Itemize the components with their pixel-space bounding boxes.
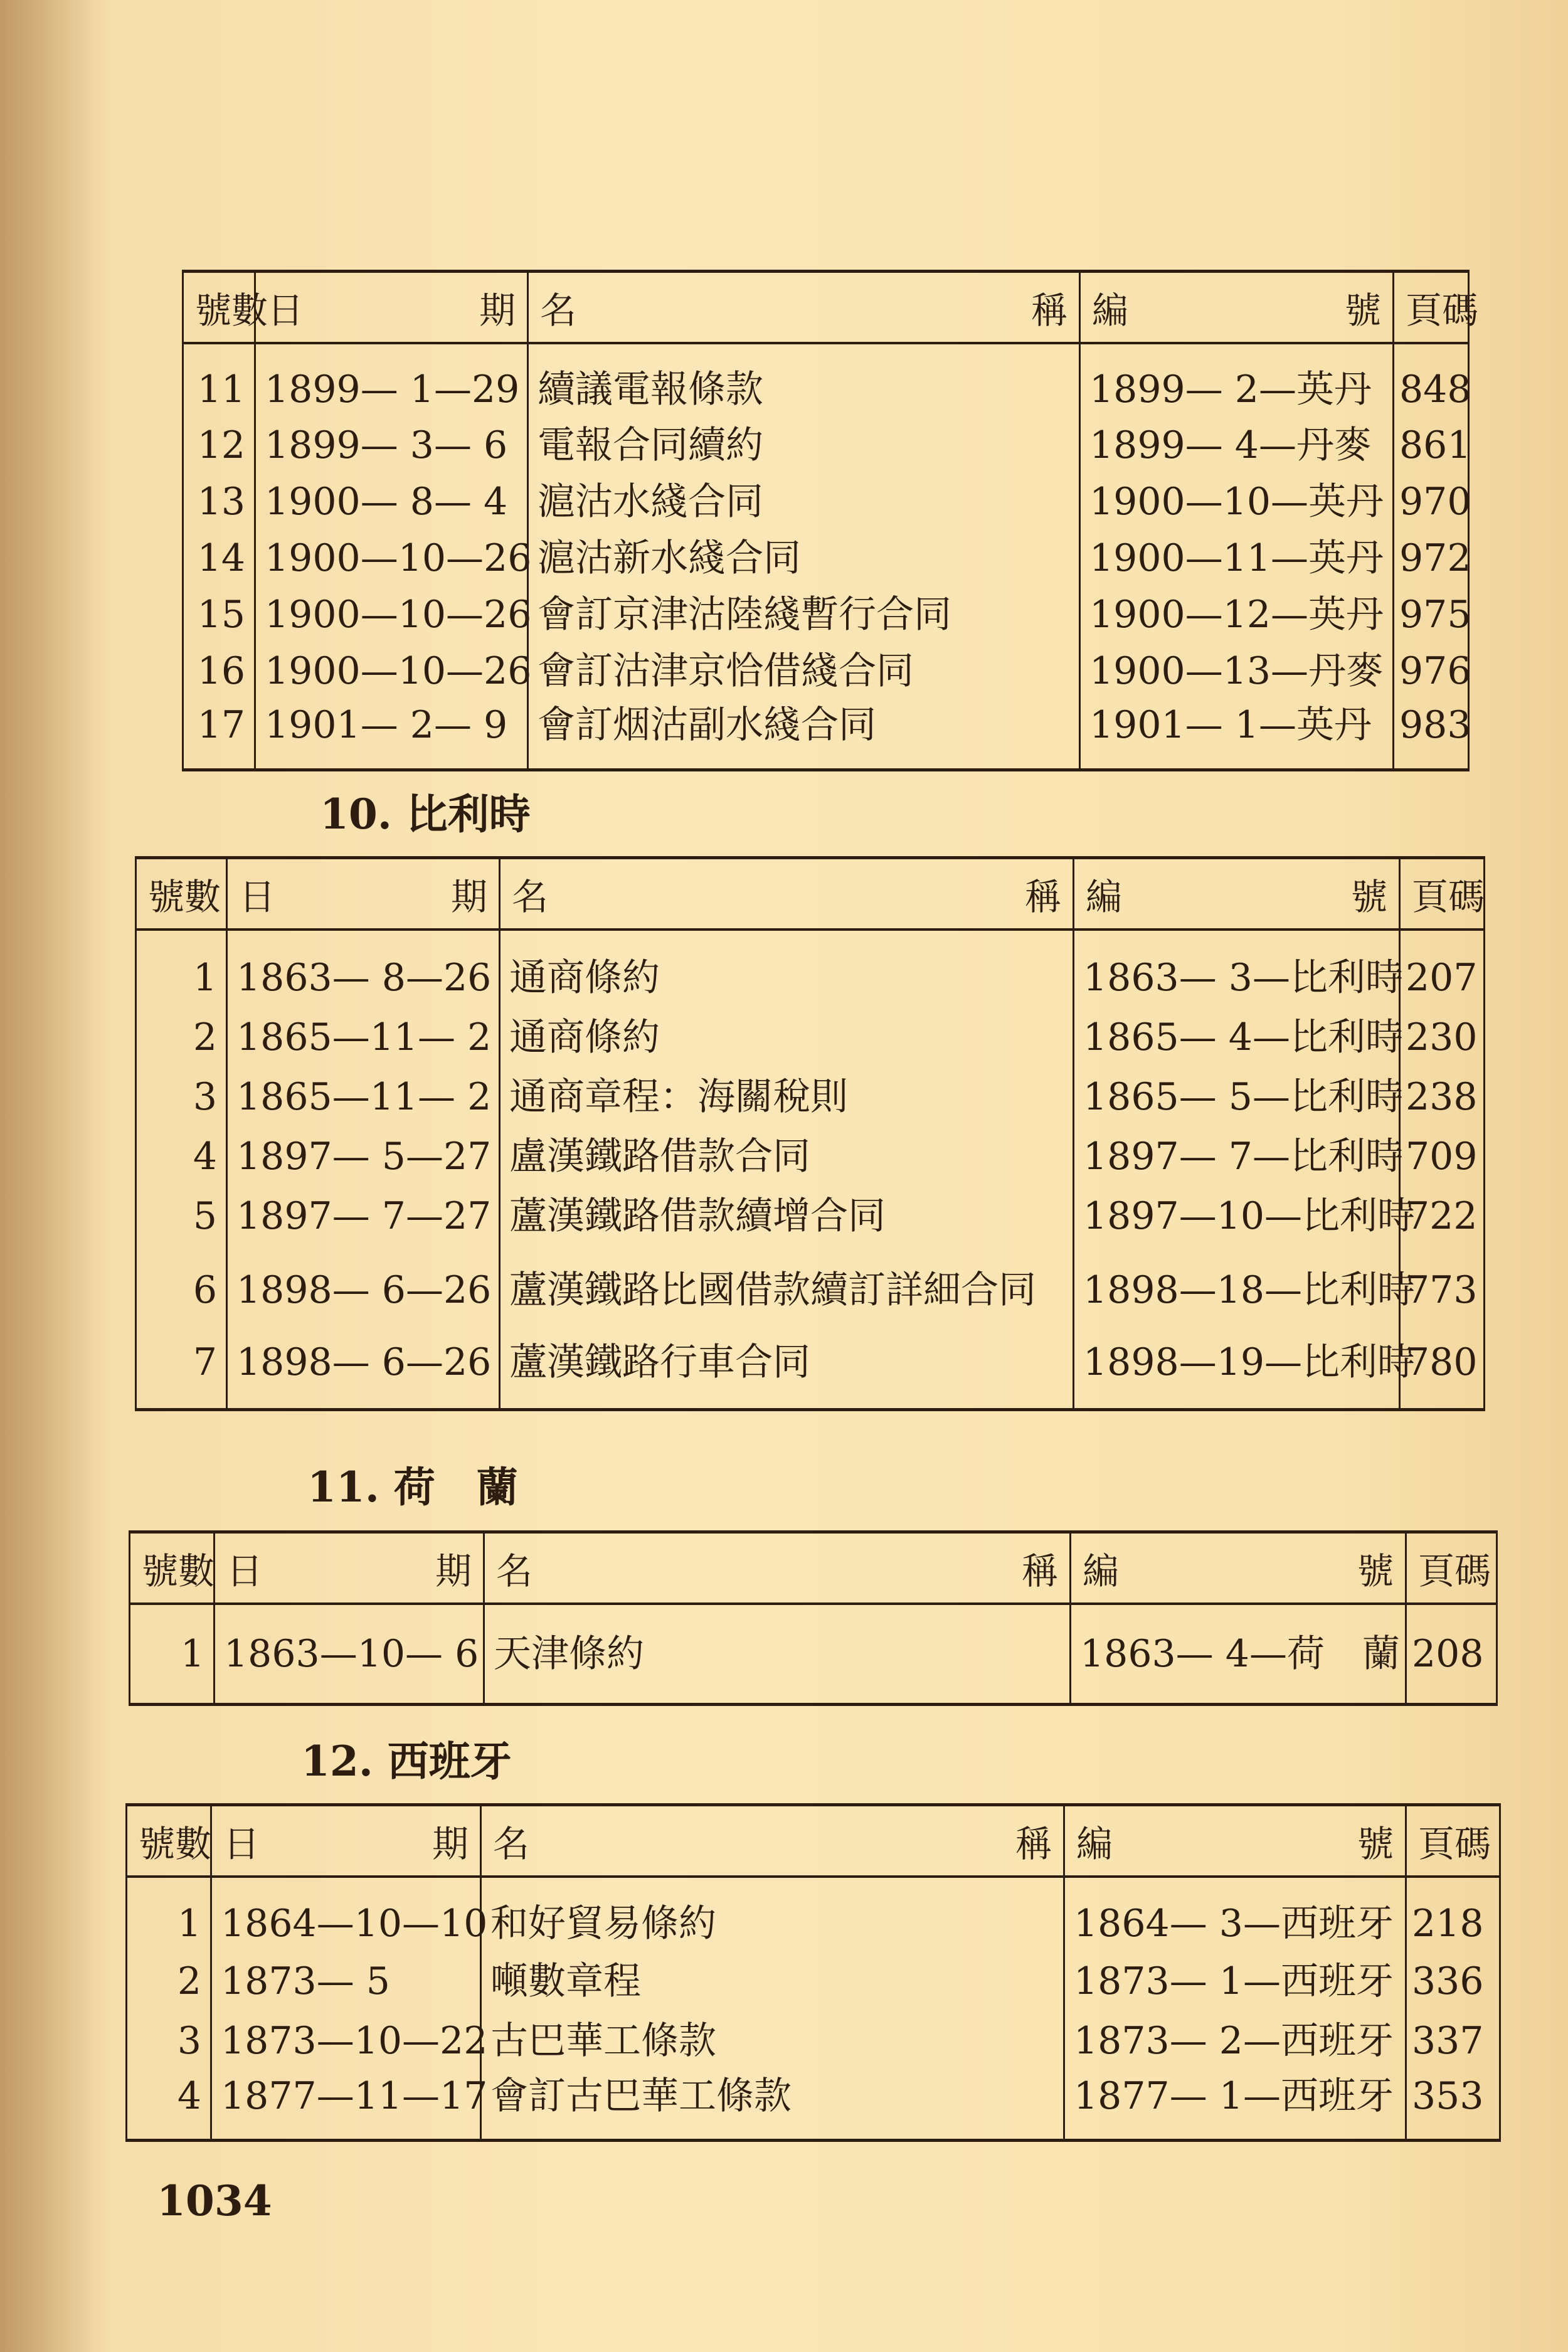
table-spain bbox=[125, 1803, 1501, 2142]
table-row: 16 1900—10—26 會訂沽津京恰借綫合同 1900—13—丹麥 976 bbox=[183, 643, 1469, 699]
header-name: 名 稱 bbox=[528, 272, 1080, 344]
table-row: 17 1901— 2— 9 會訂烟沽副水綫合同 1901— 1—英丹 983 bbox=[183, 699, 1469, 770]
header-date: 日 期 bbox=[255, 272, 528, 344]
header-code: 編 號 bbox=[1071, 1532, 1406, 1604]
table-row: 11 1899— 1—29 續議電報條款 1899— 2—英丹 848 bbox=[183, 343, 1469, 417]
table-row: 7 1898— 6—26 蘆漢鐵路行車合同 1898—19—比利時 780 bbox=[136, 1334, 1485, 1409]
header-date: 日 期 bbox=[215, 1532, 484, 1604]
table-row: 13 1900— 8— 4 滬沽水綫合同 1900—10—英丹 970 bbox=[183, 474, 1469, 530]
table-row: 1 1863—10— 6 天津條約 1863— 4—荷 蘭 208 bbox=[130, 1604, 1497, 1704]
header-num: 號數 bbox=[130, 1532, 215, 1604]
table-row: 6 1898— 6—26 蘆漢鐵路比國借款續訂詳細合同 1898—18—比利時 773 bbox=[136, 1246, 1485, 1334]
table-row: 2 1873— 5 噸數章程 1873— 1—西班牙 336 bbox=[127, 1952, 1500, 2011]
table-belgium bbox=[135, 856, 1485, 1411]
page-edge-shadow bbox=[0, 0, 113, 2352]
table-header-row bbox=[127, 1805, 1500, 1877]
header-code: 編 號 bbox=[1074, 858, 1400, 930]
section-title-spain: 12. 西班牙 bbox=[301, 1737, 512, 1786]
table-row: 3 1873—10—22 古巴華工條款 1873— 2—西班牙 337 bbox=[127, 2011, 1500, 2071]
header-page: 頁碼 bbox=[1406, 1805, 1500, 1877]
header-date: 日 期 bbox=[227, 858, 500, 930]
header-name: 名 稱 bbox=[481, 1805, 1064, 1877]
header-page: 頁碼 bbox=[1406, 1532, 1497, 1604]
table-header-row bbox=[136, 858, 1485, 930]
table-row: 4 1897— 5—27 盧漢鐵路借款合同 1897— 7—比利時 709 bbox=[136, 1127, 1485, 1187]
table-row: 2 1865—11— 2 通商條約 1865— 4—比利時 230 bbox=[136, 1008, 1485, 1067]
table-row: 5 1897— 7—27 蘆漢鐵路借款續增合同 1897—10—比利時 722 bbox=[136, 1187, 1485, 1246]
header-name: 名 稱 bbox=[500, 858, 1074, 930]
table-row: 12 1899— 3— 6 電報合同續約 1899— 4—丹麥 861 bbox=[183, 417, 1469, 474]
table-row: 3 1865—11— 2 通商章程：海關稅則 1865— 5—比利時 238 bbox=[136, 1067, 1485, 1127]
header-num: 號數 bbox=[183, 272, 255, 344]
table-row: 1 1864—10—10 和好貿易條約 1864— 3—西班牙 218 bbox=[127, 1877, 1500, 1952]
header-page: 頁碼 bbox=[1400, 858, 1485, 930]
header-name: 名 稱 bbox=[484, 1532, 1071, 1604]
header-code: 編 號 bbox=[1064, 1805, 1406, 1877]
table-header-row bbox=[130, 1532, 1497, 1604]
header-page: 頁碼 bbox=[1394, 272, 1469, 344]
table-netherlands bbox=[129, 1530, 1498, 1706]
header-date: 日 期 bbox=[211, 1805, 481, 1877]
table-denmark-cont bbox=[182, 270, 1479, 771]
header-num: 號數 bbox=[136, 858, 227, 930]
table-row: 1 1863— 8—26 通商條約 1863— 3—比利時 207 bbox=[136, 930, 1485, 1008]
header-num: 號數 bbox=[127, 1805, 211, 1877]
table-row: 4 1877—11—17 會訂古巴華工條款 1877— 1—西班牙 353 bbox=[127, 2071, 1500, 2140]
header-code: 編 號 bbox=[1080, 272, 1394, 344]
table-row: 14 1900—10—26 滬沽新水綫合同 1900—11—英丹 972 bbox=[183, 530, 1469, 586]
section-title-netherlands: 11. 荷 蘭 bbox=[307, 1463, 518, 1512]
page-number: 1034 bbox=[157, 2176, 272, 2225]
section-title-belgium: 10. 比利時 bbox=[320, 790, 531, 839]
table-header-row bbox=[183, 272, 1469, 344]
table-row: 15 1900—10—26 會訂京津沽陸綫暫行合同 1900—12—英丹 975 bbox=[183, 586, 1469, 643]
